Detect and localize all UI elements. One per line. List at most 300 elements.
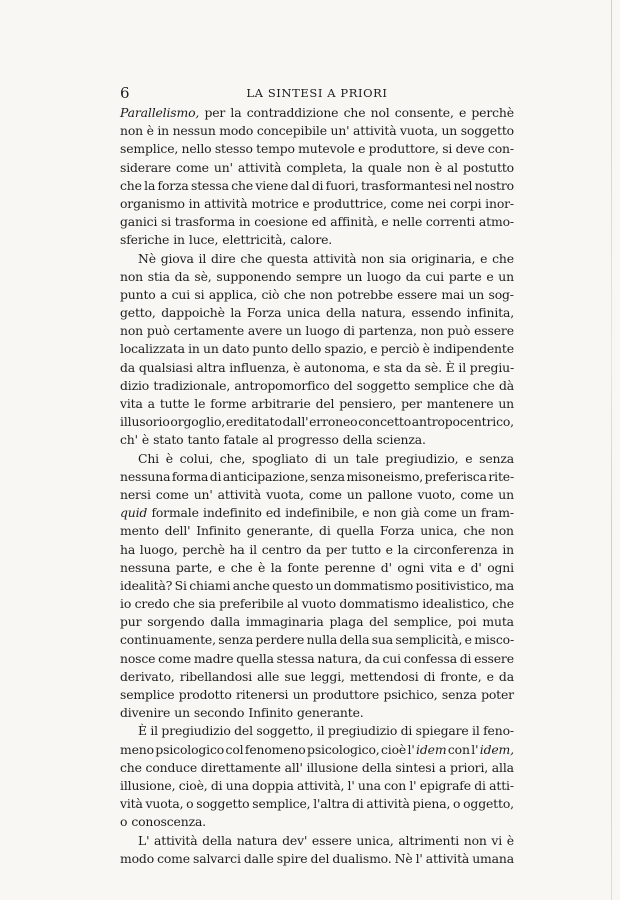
word: ha [229, 541, 245, 557]
word: produttrice, [313, 195, 387, 211]
word: coesione [254, 214, 308, 230]
word: al [262, 432, 274, 448]
word: nol [370, 105, 390, 120]
word: come [158, 650, 192, 666]
word: attività [312, 250, 357, 266]
word: anche [232, 577, 270, 593]
word: d' [470, 559, 482, 575]
word: indipendente [433, 341, 514, 357]
word: in [188, 195, 201, 211]
word: di [459, 650, 472, 666]
word: che [472, 377, 495, 393]
word: modo [219, 123, 254, 139]
word: misoneismo, [346, 468, 424, 484]
word: da [405, 359, 421, 375]
word: applica, [208, 286, 258, 302]
word: illusorio [120, 414, 170, 430]
word: stessa [276, 650, 315, 666]
word: dà [498, 377, 514, 393]
word: conduce [145, 759, 198, 775]
text-line [120, 777, 514, 795]
word: vuoto, [417, 486, 456, 502]
text-line [120, 213, 514, 231]
word: nostro [474, 177, 514, 193]
word: orgoglio, [170, 414, 226, 430]
text-line [120, 668, 514, 686]
text-line [120, 541, 514, 559]
word: senza [441, 687, 477, 702]
word: io [120, 596, 132, 612]
word: preferisca [424, 468, 487, 484]
word: viene [255, 177, 289, 193]
word: direttamente [200, 759, 281, 775]
text-line [120, 468, 514, 486]
word: una [225, 777, 249, 793]
word: quale [367, 159, 402, 175]
word: nello [181, 141, 212, 157]
word: da [174, 268, 190, 284]
word: plaga [329, 614, 364, 630]
word: attività [366, 796, 410, 812]
word: nelle [392, 214, 423, 230]
word: che [120, 759, 142, 775]
word: nessun [172, 123, 216, 139]
word: un [174, 705, 190, 721]
word: unica, [356, 832, 394, 848]
text-line [120, 650, 514, 668]
word: doppia [252, 777, 294, 793]
word: è [146, 123, 154, 139]
word: e [381, 214, 389, 230]
word: preferibile [219, 596, 284, 612]
word: in [188, 341, 200, 357]
word: è [165, 450, 173, 466]
text-line [120, 595, 514, 613]
word: idealità? [120, 577, 173, 593]
word: secondo [193, 705, 245, 721]
word: è [434, 159, 442, 175]
word: di [311, 177, 324, 193]
word: progresso [277, 432, 339, 448]
word: come [423, 505, 457, 521]
word: da [364, 650, 380, 666]
word: del [315, 396, 335, 411]
word: dal [290, 177, 310, 193]
word: nei [427, 195, 447, 211]
word: mento [120, 523, 159, 539]
word: della [342, 432, 373, 448]
word: L' [138, 832, 150, 848]
text-line [120, 195, 514, 213]
word: psicologico, [307, 741, 380, 757]
word: quella [236, 650, 274, 666]
word: e [358, 141, 366, 157]
word: non [120, 323, 143, 339]
word: consente, [394, 105, 454, 120]
word: un [498, 268, 514, 284]
word: formale [151, 505, 199, 521]
word: per [325, 541, 347, 557]
word: un [203, 341, 219, 357]
word: nel [453, 177, 473, 193]
word: natura, [361, 305, 406, 321]
word: non [120, 123, 143, 139]
running-head: LA SINTESI A PRIORI [246, 86, 388, 100]
word: continuamente, [120, 632, 216, 648]
word: luogo [305, 323, 340, 339]
word: pallone [367, 486, 413, 502]
word: quella [336, 523, 375, 539]
word: umana [472, 850, 514, 866]
word: come [157, 850, 190, 866]
word: semplice, [252, 796, 311, 812]
word: nessuna [120, 559, 171, 575]
word: soggetto [196, 796, 250, 812]
word: oggetto, [463, 796, 514, 812]
word: attività [425, 850, 470, 866]
word: illusione, [120, 777, 176, 793]
word: contraddizione [246, 105, 339, 120]
word: e [465, 450, 473, 466]
word: dell' [164, 523, 191, 539]
word: è [506, 832, 514, 848]
word: il [472, 723, 480, 739]
text-line [120, 177, 514, 195]
text-line [120, 140, 514, 158]
word: scienza. [376, 432, 426, 448]
word: il [458, 359, 467, 375]
word: che [173, 596, 195, 612]
word: immaginaria [245, 614, 324, 630]
text-line [120, 813, 514, 831]
word: il [249, 541, 257, 557]
word: attività [237, 159, 282, 175]
word: feno- [483, 723, 514, 739]
word: l'altra [313, 796, 350, 812]
word: derivato, [120, 668, 175, 684]
word: quid [120, 505, 148, 521]
word: generante. [296, 705, 364, 721]
word: ganici [120, 214, 158, 230]
word: ed [265, 505, 281, 521]
word: sog- [488, 286, 514, 302]
word: da [306, 541, 322, 557]
word: come [175, 159, 209, 175]
word: cui [382, 650, 401, 666]
word: e [464, 632, 472, 648]
word: attività, [297, 777, 345, 793]
word: un' [193, 486, 213, 502]
word: della [361, 759, 392, 775]
word: è [422, 341, 430, 357]
text-line [120, 231, 514, 249]
word: spazio, [324, 341, 367, 357]
word: cui [425, 268, 444, 284]
word: di [423, 668, 436, 684]
word: illusione [306, 759, 359, 775]
text-line [120, 413, 514, 431]
text-line [120, 122, 514, 140]
text-line [120, 159, 514, 177]
word: muta [482, 614, 514, 630]
word: pregiudizio, [385, 450, 459, 466]
word: calore. [290, 232, 333, 248]
word: o [186, 796, 194, 812]
word: e [362, 505, 370, 521]
word: partenza, [358, 323, 417, 339]
word: natura, [317, 650, 362, 666]
word: semplice [414, 377, 469, 393]
word: unica [286, 305, 321, 321]
word: conoscenza. [131, 814, 206, 830]
word: sintesi [395, 759, 436, 775]
word: natura [236, 832, 278, 848]
word: nersi [120, 486, 151, 502]
word: chiami [189, 577, 231, 593]
text-line [120, 759, 514, 777]
word: un [498, 396, 514, 411]
word: Nè [138, 250, 156, 266]
page-header [120, 84, 514, 104]
word: essere [474, 650, 514, 666]
word: è [141, 432, 150, 448]
word: dall' [282, 414, 309, 430]
word: antropomorfico [234, 377, 330, 393]
word: pregiudizio [161, 723, 231, 739]
word: luogo, [139, 541, 178, 557]
text-line [120, 486, 514, 504]
word: un [346, 268, 363, 284]
word: ogni [487, 559, 514, 575]
word: luce, [188, 232, 219, 248]
word: pregiudizio [327, 723, 398, 739]
word: o [453, 796, 461, 812]
word: completa, [286, 159, 347, 175]
word: psicologico [155, 741, 225, 757]
word: poi [457, 614, 477, 630]
word: dev' [282, 832, 308, 848]
word: un [292, 687, 309, 702]
word: postutto [463, 159, 514, 175]
word: perchè [182, 541, 225, 557]
word: che [492, 250, 514, 266]
word: credo [134, 596, 170, 612]
word: meno [120, 741, 154, 757]
word: non [373, 505, 397, 521]
word: di [400, 723, 413, 739]
word: sue [284, 668, 306, 684]
word: a [147, 396, 155, 411]
word: mutevole [298, 141, 355, 157]
word: l' [471, 741, 479, 757]
word: tutte [159, 396, 190, 411]
word: forma [171, 468, 209, 484]
word: che [343, 105, 366, 120]
word: vuota, [400, 123, 438, 139]
word: perchè [471, 105, 514, 120]
word: di [343, 323, 355, 339]
word: questo [272, 577, 314, 593]
word: cioè, [178, 777, 208, 793]
word: forme [210, 396, 247, 411]
word: dato [221, 341, 250, 357]
word: che [230, 559, 253, 575]
text-line [120, 377, 514, 395]
word: dommatismo [339, 596, 419, 612]
word: della [202, 832, 232, 848]
word: la [144, 177, 156, 193]
word: un' [213, 159, 233, 175]
word: di [314, 450, 327, 466]
word: indefinito [203, 505, 262, 521]
word: di [474, 777, 486, 793]
text-line [120, 631, 514, 649]
word: inor- [485, 195, 514, 211]
word: vuoto [301, 596, 336, 612]
word: qualsiasi [138, 359, 193, 375]
word: sè. [424, 359, 442, 375]
word: produttore [312, 687, 380, 702]
word: circonferenza [413, 541, 498, 557]
word: che [240, 250, 263, 266]
word: perciò [380, 341, 420, 357]
word: unica, [420, 523, 458, 539]
word: soggetto, [256, 723, 314, 739]
word: punto [120, 286, 156, 302]
word: vita [429, 559, 453, 575]
word: priori, [450, 759, 489, 775]
word: un [460, 505, 477, 521]
word: pensiero, [339, 396, 397, 411]
word: epigrafe [419, 777, 471, 793]
word: perenne [324, 559, 376, 575]
word: rite- [488, 468, 514, 484]
word: l' [347, 777, 355, 793]
word: mantenere [426, 396, 494, 411]
word: la [230, 305, 242, 321]
word: la [351, 159, 363, 175]
text-line [120, 832, 514, 850]
word: correnti [425, 214, 476, 230]
word: organismo [120, 195, 185, 211]
word: dalle [243, 850, 274, 866]
word: ch' [120, 432, 138, 448]
word: della [339, 632, 370, 648]
word: all' [284, 759, 303, 775]
word: colui, [179, 450, 213, 466]
word: che, [219, 450, 246, 466]
word: giova [160, 250, 194, 266]
word: confessa [403, 650, 457, 666]
word: attività [204, 195, 248, 211]
word: dalla [210, 614, 241, 630]
word: dizio [120, 377, 150, 393]
word: indefinibile, [285, 505, 358, 521]
word: erroneo [309, 414, 358, 430]
word: può [146, 323, 170, 339]
word: essere [474, 323, 514, 339]
word: non [120, 268, 143, 284]
word: alle [257, 668, 280, 684]
word: senza [479, 450, 514, 466]
word: è [293, 359, 301, 375]
word: getto, [120, 305, 156, 321]
page-number: 6 [120, 84, 130, 102]
word: generante, [246, 523, 314, 539]
word: è [258, 559, 266, 575]
word: con- [487, 141, 514, 157]
word: madre [193, 650, 234, 666]
word: la [397, 541, 409, 557]
text-line [120, 395, 514, 413]
word: centro [261, 541, 302, 557]
word: un [441, 123, 458, 139]
word: trasforma [174, 214, 236, 230]
word: la [230, 105, 242, 120]
word: fronte, [440, 668, 482, 684]
word: atmo- [478, 214, 514, 230]
word: tradizionale, [153, 377, 231, 393]
word: e [370, 341, 378, 357]
word: altrimenti [398, 832, 460, 848]
word: stesso [214, 141, 253, 157]
word: non [420, 323, 444, 339]
word: un [285, 323, 302, 339]
word: nulla [306, 632, 338, 648]
word: essendo [411, 305, 462, 321]
word: in [157, 123, 169, 139]
word: ed [311, 214, 327, 230]
word: fonte [287, 559, 319, 575]
word: Chi [138, 450, 159, 466]
word: vi [491, 832, 503, 848]
word: al [446, 159, 458, 175]
word: sempre [295, 268, 342, 284]
word: senza [218, 632, 254, 648]
word: per [204, 105, 226, 120]
word: motrice [251, 195, 299, 211]
word: È [138, 723, 147, 739]
word: ciò [261, 286, 280, 302]
word: e [457, 559, 466, 575]
word: l' [409, 777, 417, 793]
word: divenire [120, 705, 171, 721]
word: dommatismo [333, 577, 414, 593]
word: in [238, 214, 251, 230]
word: Forza [246, 305, 282, 321]
word: del [369, 614, 388, 630]
word: pur [120, 614, 142, 630]
word: e [302, 195, 310, 211]
word: un [315, 577, 332, 593]
word: spire [276, 850, 308, 866]
word: come [155, 486, 189, 502]
word: del [333, 377, 353, 393]
text-line [120, 104, 514, 122]
word: ritenersi [235, 687, 289, 702]
word: il [316, 723, 325, 739]
word: che [283, 286, 306, 302]
word: tempo [256, 141, 295, 157]
word: ha [120, 541, 136, 557]
word: attività [154, 832, 198, 848]
word: questa [267, 250, 309, 266]
word: psichico, [383, 687, 438, 702]
word: non [490, 523, 514, 539]
word: l' [415, 850, 423, 866]
word: siderare [120, 159, 171, 175]
word: trasformantesi [360, 177, 452, 193]
